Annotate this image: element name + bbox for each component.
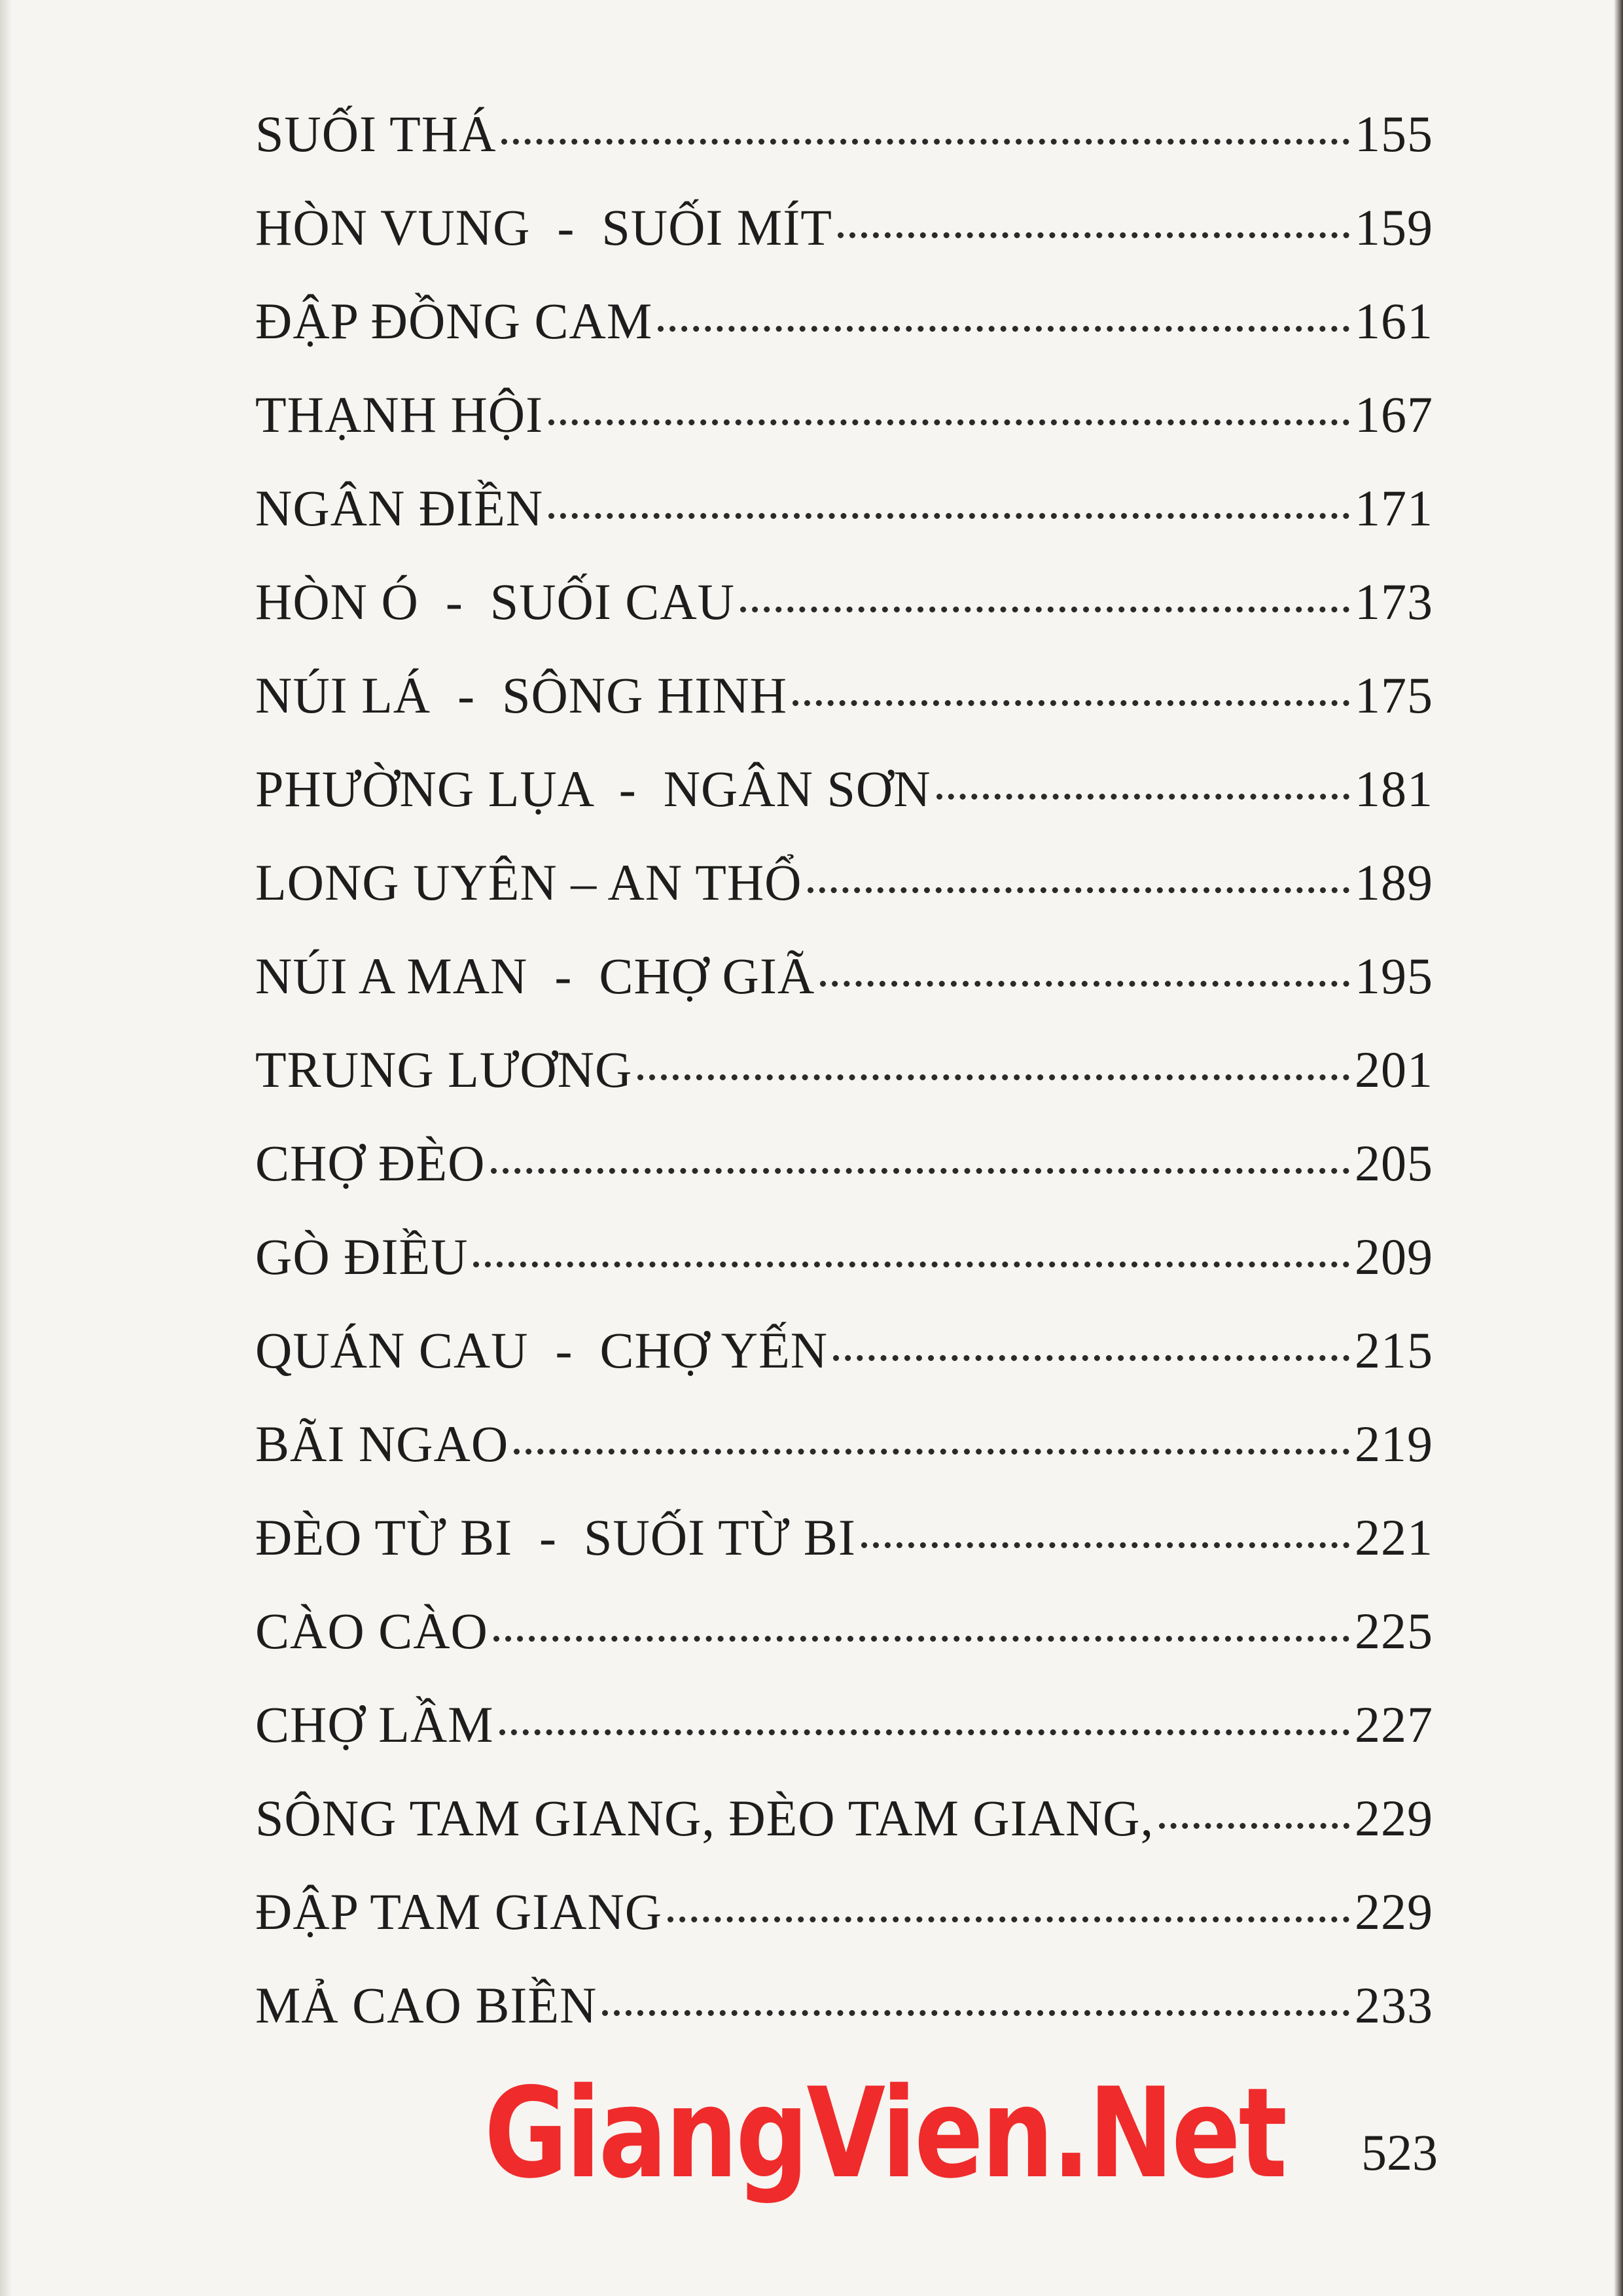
toc-entry[interactable] [255,760,1433,853]
toc-entry-title: THẠNH HỘI [255,386,544,443]
toc-entry[interactable] [255,1789,1433,1882]
toc-entry-title: NÚI A MAN - CHỢ GIÃ [255,947,815,1004]
dot-leader [833,1355,1349,1361]
toc-entry-title: TRUNG LƯƠNG [255,1041,633,1098]
toc-entry-page: 225 [1355,1602,1433,1659]
toc-entry[interactable] [255,479,1433,573]
toc-entry[interactable] [255,105,1433,198]
toc-entry-page: 171 [1355,480,1433,537]
toc-entry-title: ĐÈO TỪ BI - SUỐI TỪ BI [255,1509,856,1566]
toc-entry-title: HÒN Ó - SUỐI CAU [255,573,735,630]
toc-entry-page: 201 [1355,1041,1433,1098]
dot-leader [548,419,1349,425]
table-of-contents [255,105,1433,2070]
toc-entry-title: HÒN VUNG - SUỐI MÍT [255,199,832,256]
dot-leader [637,1074,1349,1080]
toc-entry-page: 205 [1355,1135,1433,1192]
toc-entry-page: 161 [1355,292,1433,349]
toc-entry-page: 173 [1355,573,1433,630]
toc-entry-title: LONG UYÊN – AN THỔ [255,854,802,911]
toc-entry-title: NGÂN ĐIỀN [255,480,544,537]
toc-entry[interactable] [255,292,1433,385]
toc-entry-page: 209 [1355,1228,1433,1285]
toc-entry-title: PHƯỜNG LỤA - NGÂN SƠN [255,760,931,817]
toc-entry-page: 221 [1355,1509,1433,1566]
dot-leader [493,1636,1349,1642]
toc-entry-title: BÃI NGAO [255,1415,509,1472]
toc-entry[interactable] [255,198,1433,292]
toc-entry-page: 159 [1355,199,1433,256]
toc-entry[interactable] [255,666,1433,760]
dot-leader [808,887,1349,893]
dot-leader [491,1168,1350,1174]
toc-entry[interactable] [255,1040,1433,1134]
page-edge-right [1614,0,1623,2296]
toc-entry-page: 227 [1355,1696,1433,1753]
toc-entry[interactable] [255,385,1433,479]
watermark-logo: GiangVien.Net [484,2061,1285,2206]
dot-leader [548,513,1349,519]
toc-entry-page: 175 [1355,667,1433,724]
toc-entry-title: GÒ ĐIỀU [255,1228,469,1285]
dot-leader [602,2010,1349,2016]
toc-entry-title: CÀO CÀO [255,1602,488,1659]
toc-entry[interactable] [255,1321,1433,1415]
toc-entry-title: QUÁN CAU - CHỢ YẾN [255,1322,829,1379]
toc-entry-page: 195 [1355,947,1433,1004]
toc-entry-page: 229 [1355,1790,1433,1846]
toc-entry[interactable] [255,1415,1433,1508]
dot-leader [499,1729,1349,1735]
dot-leader [668,1916,1349,1922]
dot-leader [658,326,1349,332]
dot-leader [820,981,1349,987]
toc-entry[interactable] [255,947,1433,1040]
toc-entry-title: SÔNG TAM GIANG, ĐÈO TAM GIANG, [255,1790,1154,1846]
toc-entry[interactable] [255,1602,1433,1695]
toc-entry-title: ĐẬP ĐỒNG CAM [255,292,653,349]
toc-entry-page: 219 [1355,1415,1433,1472]
toc-entry-title: CHỢ ĐÈO [255,1135,486,1192]
dot-leader [793,700,1349,706]
toc-entry-title: ĐẬP TAM GIANG [255,1883,663,1940]
toc-entry[interactable] [255,1882,1433,1976]
toc-entry[interactable] [255,1227,1433,1321]
toc-entry-title: CHỢ LẦM [255,1696,494,1753]
toc-entry-page: 229 [1355,1883,1433,1940]
toc-entry-title: SUỐI THÁ [255,105,497,162]
toc-entry[interactable] [255,1508,1433,1602]
toc-entry[interactable] [255,1134,1433,1227]
toc-entry-title: NÚI LÁ - SÔNG HINH [255,667,787,724]
toc-entry-page: 215 [1355,1322,1433,1379]
toc-entry[interactable] [255,853,1433,947]
toc-entry-page: 167 [1355,386,1433,443]
toc-entry-page: 155 [1355,105,1433,162]
toc-entry-page: 233 [1355,1977,1433,2034]
toc-entry-page: 181 [1355,760,1433,817]
toc-entry[interactable] [255,1976,1433,2070]
page-number: 523 [1361,2124,1438,2181]
dot-leader [501,139,1349,145]
toc-entry[interactable] [255,1695,1433,1789]
dot-leader [473,1262,1349,1267]
dot-leader [861,1542,1349,1548]
dot-leader [838,232,1349,238]
toc-entry[interactable] [255,573,1433,666]
page-edge-left [0,0,12,2296]
toc-entry-page: 189 [1355,854,1433,911]
dot-leader [936,794,1349,800]
dot-leader [740,607,1349,612]
dot-leader [1159,1823,1349,1829]
toc-entry-title: MẢ CAO BIỀN [255,1977,597,2034]
dot-leader [514,1449,1349,1455]
